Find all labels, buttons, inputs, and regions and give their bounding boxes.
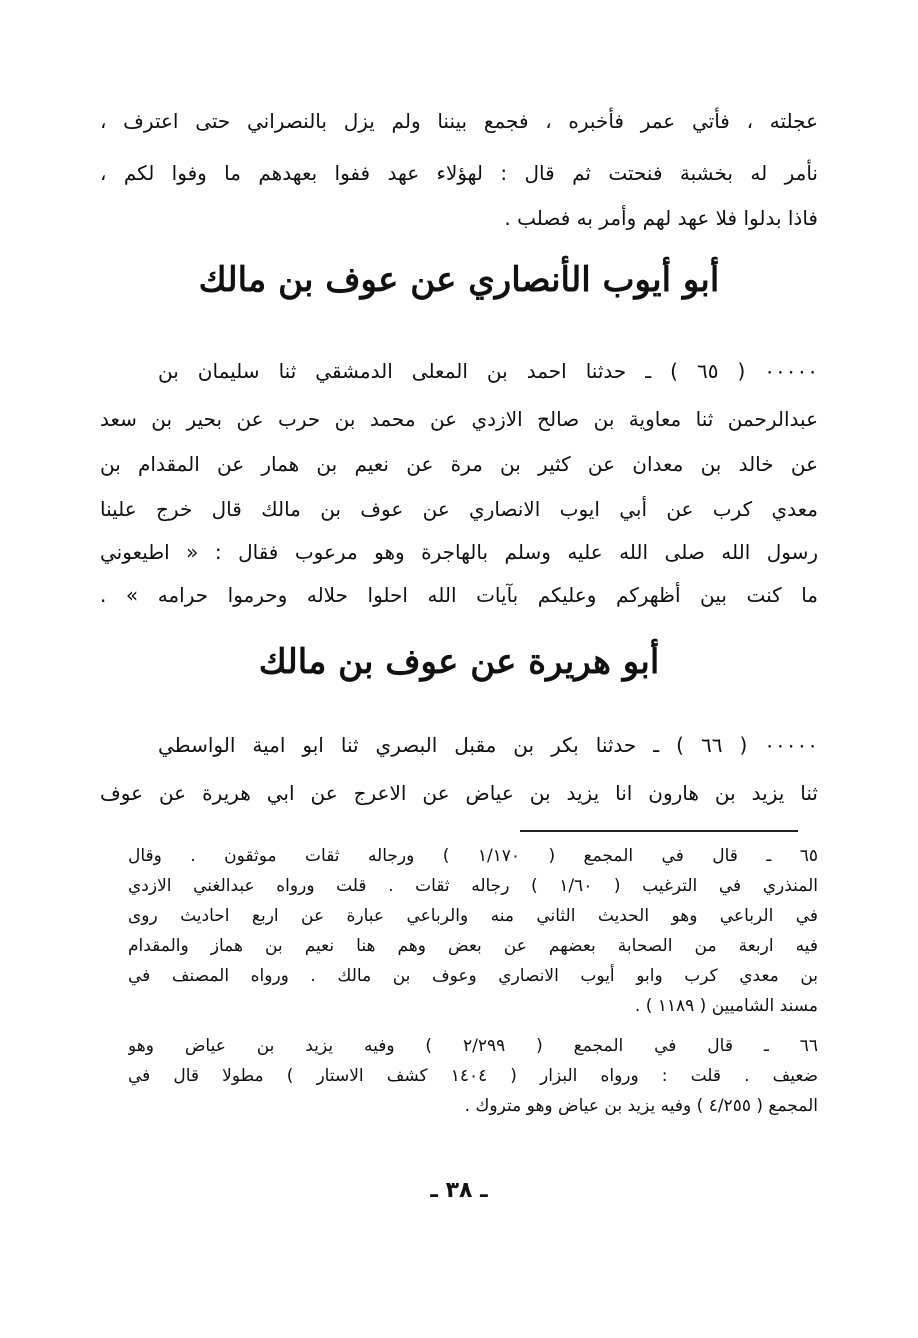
section-heading-abu-ayyub: أبو أيوب الأنصاري عن عوف بن مالك <box>198 260 720 300</box>
hadith-65-line-4: معدي كرب عن أبي ايوب الانصاري عن عوف بن مالك قال خرج علينا <box>100 497 818 521</box>
footnote-separator <box>520 830 798 832</box>
hadith-65-line-6: ما كنت بين أظهركم وعليكم بآيات الله احلوا حلاله وحرموا حرامه » . <box>100 583 818 607</box>
opening-line-3: فاذا بدلوا فلا عهد لهم وأمر به فصلب . <box>504 206 818 230</box>
hadith-65-line-5: رسول الله صلى الله عليه وسلم بالهاجرة وهو مرعوب فقال : « اطيعوني <box>100 540 818 564</box>
footnote-line-3: في الرباعي وهو الحديث الثاني منه والرباعي عبارة عن اربع احاديث روى <box>128 906 818 926</box>
opening-line-2: نأمر له بخشبة فنحتت ثم قال : لهؤلاء عهد ففوا بعهدهم ما وفوا لكم ، <box>100 161 818 185</box>
section-heading-abu-hurayra: أبو هريرة عن عوف بن مالك <box>258 642 660 682</box>
hadith-66-line-1: ٠٠٠٠٠ ( ٦٦ ) ـ حدثنا بكر بن مقبل البصري ثنا ابو امية الواسطي <box>158 733 818 757</box>
hadith-65-line-2: عبدالرحمن ثنا معاوية بن صالح الازدي عن محمد بن حرب عن بحير بن سعد <box>100 407 818 431</box>
footnote-line-5: بن معدي كرب وابو أيوب الانصاري وعوف بن مالك . ورواه المصنف في <box>128 966 818 986</box>
page-number: ـ ٣٨ ـ <box>430 1178 488 1203</box>
footnote-line-6: مسند الشاميين ( ١١٨٩ ) . <box>634 996 818 1016</box>
hadith-66-line-2: ثنا يزيد بن هارون انا يزيد بن عياض عن الاعرج عن ابي هريرة عن عوف <box>100 781 818 805</box>
footnote-line-7: ٦٦ ـ قال في المجمع ( ٢/٢٩٩ ) وفيه يزيد بن عياض وهو <box>128 1036 818 1056</box>
footnote-line-4: فيه اربعة من الصحابة بعضهم عن بعض وهم هنا نعيم بن هماز والمقدام <box>128 936 818 956</box>
footnote-line-9: المجمع ( ٤/٢٥٥ ) وفيه يزيد بن عياض وهو متروك . <box>464 1096 818 1116</box>
footnote-line-8: ضعيف . قلت : ورواه البزار ( ١٤٠٤ كشف الاستار ) مطولا قال في <box>128 1066 818 1086</box>
opening-line-1: عجلته ، فأتي عمر فأخبره ، فجمع بيننا ولم يزل بالنصراني حتى اعترف ، <box>100 109 818 133</box>
footnote-line-1: ٦٥ ـ قال في المجمع ( ١/١٧٠ ) ورجاله ثقات موثقون . وقال <box>128 846 818 866</box>
hadith-65-line-3: عن خالد بن معدان عن كثير بن مرة عن نعيم بن همار عن المقدام بن <box>100 452 818 476</box>
footnote-line-2: المنذري في الترغيب ( ١/٦٠ ) رجاله ثقات . قلت ورواه عبدالغني الازدي <box>128 876 818 896</box>
hadith-65-line-1: ٠٠٠٠٠ ( ٦٥ ) ـ حدثنا احمد بن المعلى الدمشقي ثنا سليمان بن <box>158 359 818 383</box>
